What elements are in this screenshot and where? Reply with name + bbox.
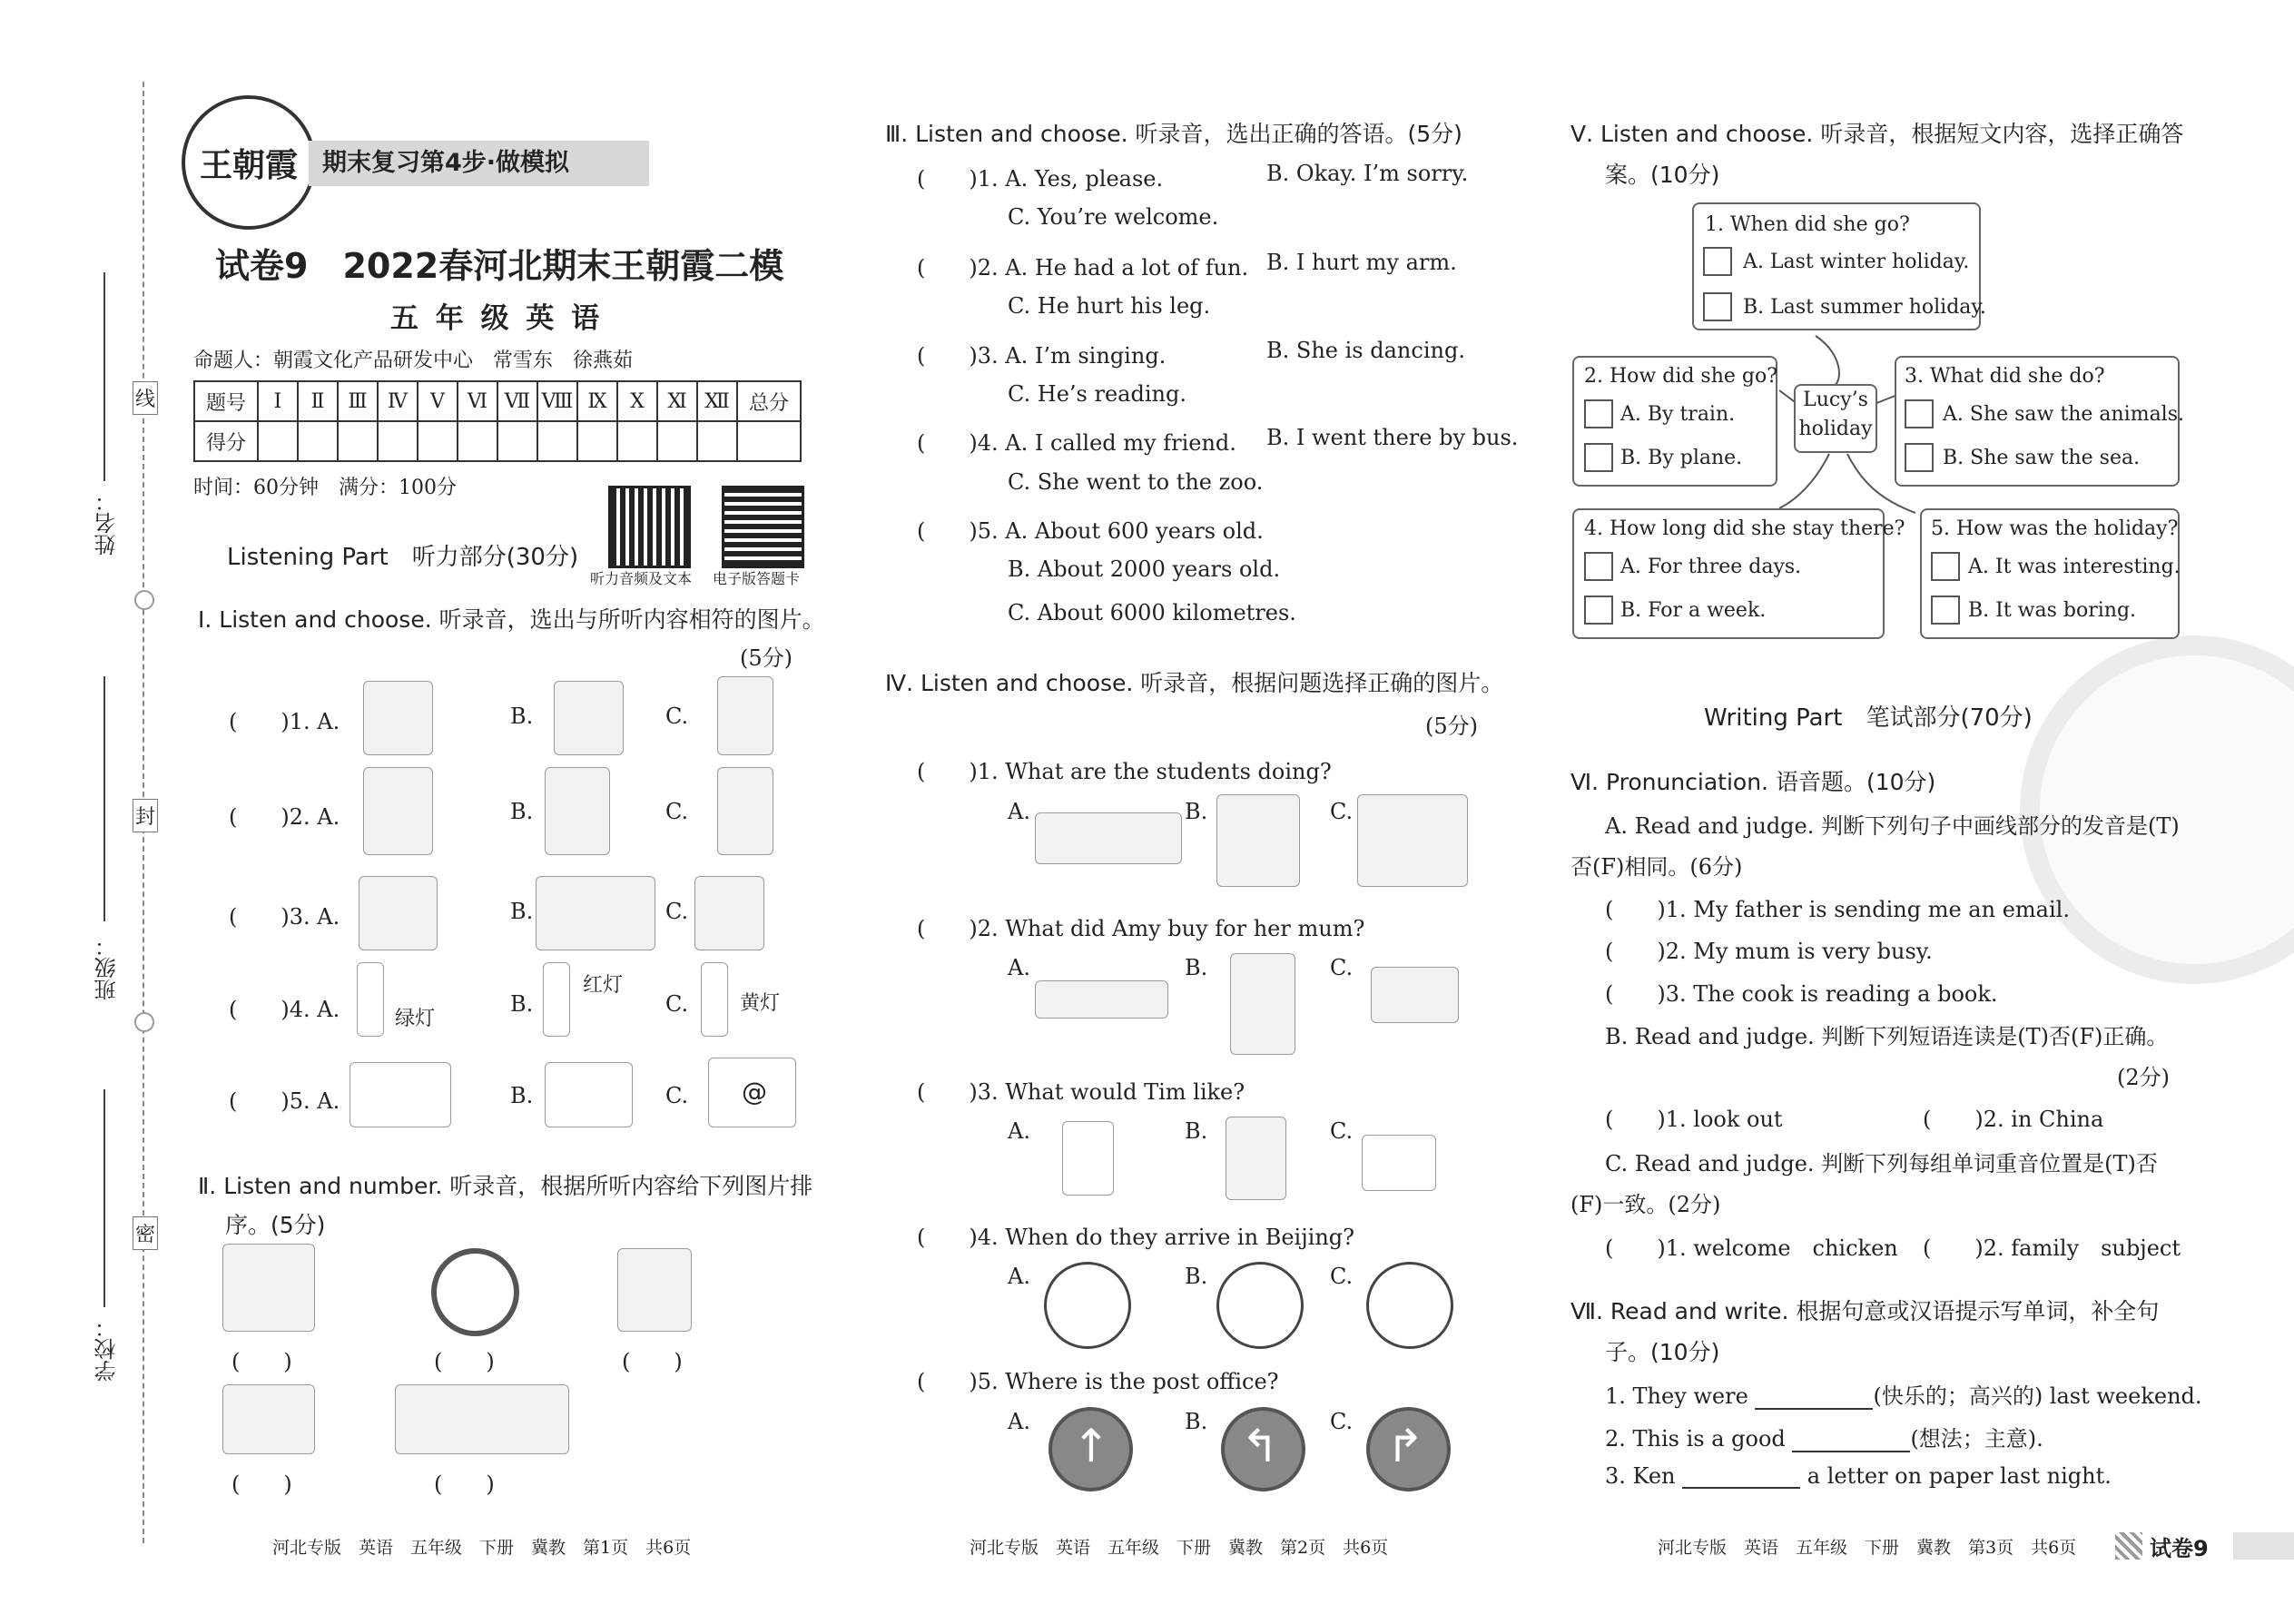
option-a-label: A. bbox=[1008, 1409, 1030, 1434]
sec3-q3-b: B. She is dancing. bbox=[1266, 338, 1465, 363]
option-c-label: C. bbox=[1330, 1118, 1354, 1144]
sec7-title-cont: 子。(10分) bbox=[1605, 1339, 1720, 1365]
answer-checkbox[interactable] bbox=[1931, 595, 1960, 625]
score-cell[interactable] bbox=[737, 421, 801, 461]
sec5-title: Ⅴ. Listen and choose. 听录音，根据短文内容，选择正确答 bbox=[1570, 121, 2184, 147]
class-blank[interactable] bbox=[103, 676, 105, 921]
listening-part-title: Listening Part 听力部分(30分) bbox=[227, 544, 579, 571]
mindmap-q1-option-a: A. Last winter holiday. bbox=[1743, 251, 1970, 273]
answer-blank[interactable] bbox=[1755, 1388, 1873, 1410]
option-b-label: B. bbox=[510, 704, 534, 729]
option-b-label: B. bbox=[1185, 799, 1208, 824]
answer-checkbox[interactable] bbox=[1703, 247, 1732, 276]
option-c-label: C. bbox=[665, 991, 689, 1017]
sec4-q3: ( )3. What would Tim like? bbox=[917, 1079, 1245, 1105]
sec6-part-c-title-cont: (F)一致。(2分) bbox=[1570, 1192, 1721, 1217]
clock-c-image[interactable] bbox=[1366, 1262, 1453, 1349]
sec3-q2: ( )2. A. He had a lot of fun. bbox=[917, 255, 1249, 281]
answer-checkbox[interactable] bbox=[1931, 552, 1960, 581]
mindmap-q2-option-a: A. By train. bbox=[1620, 403, 1736, 426]
option-c-label: C. bbox=[1330, 955, 1354, 980]
kids-dancing-image[interactable] bbox=[1357, 794, 1468, 887]
answer-paren[interactable]: ( ) bbox=[622, 1349, 683, 1374]
sec3-q4-c: C. She went to the zoo. bbox=[1008, 469, 1264, 495]
sec3-q3: ( )3. A. I’m singing. bbox=[917, 343, 1167, 369]
sec3-q1: ( )1. A. Yes, please. bbox=[917, 166, 1164, 192]
sec3-title: Ⅲ. Listen and choose. 听录音，选出正确的答语。(5分) bbox=[885, 121, 1462, 147]
mindmap-q4-option-b: B. For a week. bbox=[1620, 599, 1767, 622]
mindmap-q5-question: 5. How was the holiday? bbox=[1931, 517, 2179, 540]
mindmap-q1-question: 1. When did she go? bbox=[1705, 213, 1910, 236]
corner-pattern bbox=[2115, 1532, 2142, 1560]
sec4-q5: ( )5. Where is the post office? bbox=[917, 1369, 1279, 1394]
answer-paren[interactable]: ( ) bbox=[231, 1349, 292, 1374]
arrow-up-icon[interactable]: ↑ bbox=[1049, 1407, 1133, 1491]
answer-checkbox[interactable] bbox=[1703, 292, 1732, 321]
sec3-q1-c: C. You’re welcome. bbox=[1008, 204, 1219, 230]
mindmap-center-topic: Lucy’s holiday bbox=[1794, 384, 1877, 453]
option-c-label: C. bbox=[665, 799, 689, 824]
qr-caption-answer: 电子版答题卡 bbox=[713, 570, 801, 587]
school-label: 学校： bbox=[94, 1316, 120, 1382]
green-light-label: 绿灯 bbox=[395, 1008, 436, 1030]
sec3-q4: ( )4. A. I called my friend. bbox=[917, 430, 1236, 456]
boy-ball-image[interactable] bbox=[545, 767, 610, 855]
score-cell[interactable] bbox=[497, 421, 537, 461]
sec2-title-cont: 序。(5分) bbox=[225, 1212, 326, 1238]
binding-dot bbox=[134, 1012, 154, 1032]
name-label: 姓名： bbox=[94, 490, 120, 556]
sec7-q2: 2. This is a good (想法；主意). bbox=[1605, 1426, 2043, 1452]
score-cell[interactable] bbox=[418, 421, 458, 461]
option-b-label: B. bbox=[1185, 955, 1208, 980]
option-b-label: B. bbox=[1185, 1118, 1208, 1144]
seal-mark-2: 封 bbox=[133, 799, 158, 832]
mindmap-q2-option-b: B. By plane. bbox=[1620, 447, 1743, 469]
sec3-q4-b: B. I went there by bus. bbox=[1266, 425, 1519, 450]
answer-checkbox[interactable] bbox=[1584, 595, 1613, 625]
sec1-q3: ( )3. A. bbox=[229, 904, 340, 930]
turn-left-arrow-icon[interactable]: ↰ bbox=[1221, 1407, 1305, 1491]
step-banner: 期末复习第4步·做模拟 bbox=[309, 141, 649, 186]
boy-crying-image[interactable] bbox=[363, 681, 433, 755]
option-c-label: C. bbox=[665, 704, 689, 729]
kids-playing-image[interactable] bbox=[1216, 794, 1300, 887]
sec3-q2-c: C. He hurt his leg. bbox=[1008, 293, 1211, 319]
writing-part-title: Writing Part 笔试部分(70分) bbox=[1704, 704, 2033, 732]
sec1-q2: ( )2. A. bbox=[229, 804, 340, 830]
birthday-cake-picture[interactable] bbox=[222, 1384, 315, 1454]
answer-checkbox[interactable] bbox=[1905, 443, 1934, 472]
running-kids-picture[interactable] bbox=[395, 1384, 569, 1454]
option-a-label: A. bbox=[1008, 1118, 1030, 1144]
email-icon[interactable]: @ bbox=[708, 1058, 796, 1127]
juice-image[interactable] bbox=[1226, 1117, 1286, 1200]
tea-cup-image[interactable] bbox=[1362, 1135, 1436, 1191]
score-cell[interactable] bbox=[697, 421, 737, 461]
cap-image[interactable] bbox=[1371, 967, 1459, 1023]
footer-page-2: 河北专版 英语 五年级 下册 冀教 第2页 共6页 bbox=[970, 1538, 1389, 1558]
mindmap-q5-option-a: A. It was interesting. bbox=[1968, 556, 2181, 578]
traffic-light-green-image[interactable] bbox=[357, 962, 384, 1037]
scarf-image[interactable] bbox=[1035, 980, 1168, 1019]
sec1-q1: ( )1. A. bbox=[229, 709, 340, 734]
girl-apple-image[interactable] bbox=[359, 876, 438, 950]
sec2-title: Ⅱ. Listen and number. 听录音，根据所听内容给下列图片排 bbox=[198, 1173, 813, 1199]
answer-blank[interactable] bbox=[1682, 1467, 1800, 1489]
option-a-label: A. bbox=[1008, 955, 1030, 980]
boy-waving-image[interactable] bbox=[717, 767, 773, 855]
option-c-label: C. bbox=[1330, 1409, 1354, 1434]
sec6-b-q2: ( )2. in China bbox=[1923, 1107, 2104, 1132]
sec4-title: Ⅳ. Listen and choose. 听录音，根据问题选择正确的图片。 bbox=[885, 670, 1504, 696]
letter-paper-image[interactable] bbox=[350, 1062, 451, 1127]
option-b-label: B. bbox=[510, 899, 534, 924]
sec3-q2-b: B. I hurt my arm. bbox=[1266, 250, 1457, 275]
option-b-label: B. bbox=[1185, 1264, 1208, 1289]
boy-sad-image[interactable] bbox=[717, 676, 773, 755]
binding-dot bbox=[134, 590, 154, 610]
qr-code-audio[interactable] bbox=[608, 486, 691, 568]
mindmap-q3-option-a: A. She saw the animals. bbox=[1943, 403, 2184, 426]
no-sign-picture[interactable] bbox=[431, 1248, 519, 1336]
dress-image[interactable] bbox=[1230, 953, 1295, 1055]
traffic-light-yellow-image[interactable] bbox=[701, 962, 728, 1037]
clock-b-image[interactable] bbox=[1216, 1262, 1304, 1349]
answer-paren[interactable]: ( ) bbox=[434, 1471, 495, 1497]
score-cell[interactable] bbox=[298, 421, 338, 461]
score-cell[interactable] bbox=[577, 421, 617, 461]
sec6-part-b-points: (2分) bbox=[2117, 1065, 2170, 1090]
sec6-a-q1: ( )1. My father is sending me an email. bbox=[1605, 897, 2070, 922]
answer-blank[interactable] bbox=[1792, 1431, 1910, 1452]
sec7-q1: 1. They were (快乐的；高兴的) last weekend. bbox=[1605, 1383, 2202, 1409]
sec6-title: Ⅵ. Pronunciation. 语音题。(10分) bbox=[1570, 769, 1936, 795]
sec7-q3: 3. Ken a letter on paper last night. bbox=[1605, 1463, 2112, 1489]
mindmap-q1-option-b: B. Last summer holiday. bbox=[1743, 296, 1986, 319]
score-cell[interactable] bbox=[338, 421, 378, 461]
score-cell[interactable] bbox=[657, 421, 697, 461]
class-label: 班级： bbox=[94, 935, 120, 1000]
sec6-part-c-title: C. Read and judge. 判断下列每组单词重音位置是(T)否 bbox=[1605, 1151, 2158, 1176]
red-light-label: 红灯 bbox=[583, 974, 624, 997]
mindmap-q3-option-b: B. She saw the sea. bbox=[1943, 447, 2141, 469]
score-cell[interactable] bbox=[378, 421, 418, 461]
sec6-c-q2: ( )2. family subject bbox=[1923, 1235, 2181, 1261]
authors: 命题人：朝霞文化产品研发中心 常雪东 徐燕茹 bbox=[193, 349, 634, 372]
clock-a-image[interactable] bbox=[1044, 1262, 1131, 1349]
score-table: 题号 Ⅰ Ⅱ Ⅲ Ⅳ Ⅴ Ⅵ Ⅶ Ⅷ Ⅸ Ⅹ Ⅺ Ⅻ 总分 得分 bbox=[193, 380, 802, 462]
traffic-light-red-image[interactable] bbox=[543, 962, 570, 1037]
sec3-q1-b: B. Okay. I’m sorry. bbox=[1266, 161, 1469, 186]
sec6-a-q3: ( )3. The cook is reading a book. bbox=[1605, 981, 1998, 1007]
paper-subtitle: 五 年 级 英 语 bbox=[390, 302, 604, 335]
option-b-label: B. bbox=[510, 799, 534, 824]
answer-checkbox[interactable] bbox=[1584, 443, 1613, 472]
answer-checkbox[interactable] bbox=[1905, 399, 1934, 428]
sec4-q2: ( )2. What did Amy buy for her mum? bbox=[917, 916, 1365, 941]
sec6-part-a-title-cont: 否(F)相同。(6分) bbox=[1570, 854, 1743, 880]
sec7-title: Ⅶ. Read and write. 根据句意或汉语提示写单词，补全句 bbox=[1570, 1298, 2160, 1324]
score-cell[interactable] bbox=[258, 421, 298, 461]
mindmap-q4-option-a: A. For three days. bbox=[1620, 556, 1802, 578]
sec1-q4: ( )4. A. bbox=[229, 997, 340, 1022]
girl-and-man-image[interactable] bbox=[536, 876, 655, 950]
playground-image[interactable] bbox=[1035, 812, 1182, 864]
paper-number-tag: 试卷9 bbox=[2150, 1536, 2209, 1561]
corner-bar bbox=[2233, 1532, 2294, 1560]
seal-mark-1: 线 bbox=[133, 381, 158, 415]
grandma-image[interactable] bbox=[694, 876, 764, 950]
mindmap-q5-option-b: B. It was boring. bbox=[1968, 599, 2137, 622]
sec6-a-q2: ( )2. My mum is very busy. bbox=[1605, 939, 1933, 964]
sec6-b-q1: ( )1. look out bbox=[1605, 1107, 1783, 1132]
sec4-points: (5分) bbox=[1425, 714, 1478, 739]
mindmap-q2-question: 2. How did she go? bbox=[1584, 365, 1778, 388]
option-a-label: A. bbox=[1008, 799, 1030, 824]
footer-page-1: 河北专版 英语 五年级 下册 冀教 第1页 共6页 bbox=[272, 1538, 692, 1558]
tree-picture[interactable] bbox=[222, 1244, 315, 1332]
school-blank[interactable] bbox=[103, 1089, 105, 1307]
glass-of-water-image[interactable] bbox=[1062, 1121, 1114, 1196]
time-info: 时间：60分钟 满分：100分 bbox=[193, 477, 457, 499]
boy-painting-image[interactable] bbox=[363, 767, 433, 855]
answer-paren[interactable]: ( ) bbox=[231, 1471, 292, 1497]
sec1-title: Ⅰ. Listen and choose. 听录音，选出与所听内容相符的图片。 bbox=[198, 606, 825, 633]
sec6-part-b-title: B. Read and judge. 判断下列短语连读是(T)否(F)正确。 bbox=[1605, 1024, 2169, 1049]
sec4-q4: ( )4. When do they arrive in Beijing? bbox=[917, 1225, 1355, 1250]
seal-mark-3: 密 bbox=[133, 1216, 158, 1250]
option-b-label: B. bbox=[1185, 1409, 1208, 1434]
paper-title: 试卷9 2022春河北期末王朝霞二模 bbox=[215, 246, 784, 286]
option-a-label: A. bbox=[1008, 1264, 1030, 1289]
answer-checkbox[interactable] bbox=[1584, 399, 1613, 428]
envelope-image[interactable] bbox=[545, 1062, 633, 1127]
option-c-label: C. bbox=[1330, 1264, 1354, 1289]
boy-happy-image[interactable] bbox=[554, 681, 624, 755]
option-b-label: B. bbox=[510, 1083, 534, 1108]
option-b-label: B. bbox=[510, 991, 534, 1017]
sec1-points: (5分) bbox=[740, 645, 793, 671]
option-c-label: C. bbox=[665, 1083, 689, 1108]
turn-right-arrow-icon[interactable]: ↱ bbox=[1366, 1407, 1451, 1491]
answer-paren[interactable]: ( ) bbox=[434, 1349, 495, 1374]
sec3-q5-b: B. About 2000 years old. bbox=[1008, 556, 1281, 582]
sec3-q5-c: C. About 6000 kilometres. bbox=[1008, 600, 1296, 625]
qr-code-answer[interactable] bbox=[722, 486, 804, 568]
option-c-label: C. bbox=[1330, 799, 1354, 824]
sec5-title-cont: 案。(10分) bbox=[1605, 162, 1720, 188]
panda-book-picture[interactable] bbox=[617, 1248, 692, 1332]
sec3-q3-c: C. He’s reading. bbox=[1008, 381, 1186, 407]
footer-page-3: 河北专版 英语 五年级 下册 冀教 第3页 共6页 bbox=[1658, 1538, 2077, 1558]
sec6-part-a-title: A. Read and judge. 判断下列句子中画线部分的发音是(T) bbox=[1605, 813, 2180, 839]
option-c-label: C. bbox=[665, 899, 689, 924]
answer-checkbox[interactable] bbox=[1584, 552, 1613, 581]
mindmap-q4-question: 4. How long did she stay there? bbox=[1584, 517, 1905, 540]
brand-logo: 王朝霞 bbox=[182, 95, 316, 230]
score-cell[interactable] bbox=[458, 421, 497, 461]
mindmap-q3-question: 3. What did she do? bbox=[1905, 365, 2105, 388]
sec6-c-q1: ( )1. welcome chicken bbox=[1605, 1235, 1898, 1261]
name-blank[interactable] bbox=[103, 272, 105, 481]
score-cell[interactable] bbox=[537, 421, 577, 461]
yellow-light-label: 黄灯 bbox=[740, 992, 781, 1015]
score-cell[interactable] bbox=[617, 421, 657, 461]
sec4-q1: ( )1. What are the students doing? bbox=[917, 759, 1332, 784]
sec3-q5: ( )5. A. About 600 years old. bbox=[917, 518, 1264, 544]
qr-caption-audio: 听力音频及文本 bbox=[590, 570, 693, 587]
sec1-q5: ( )5. A. bbox=[229, 1088, 340, 1114]
